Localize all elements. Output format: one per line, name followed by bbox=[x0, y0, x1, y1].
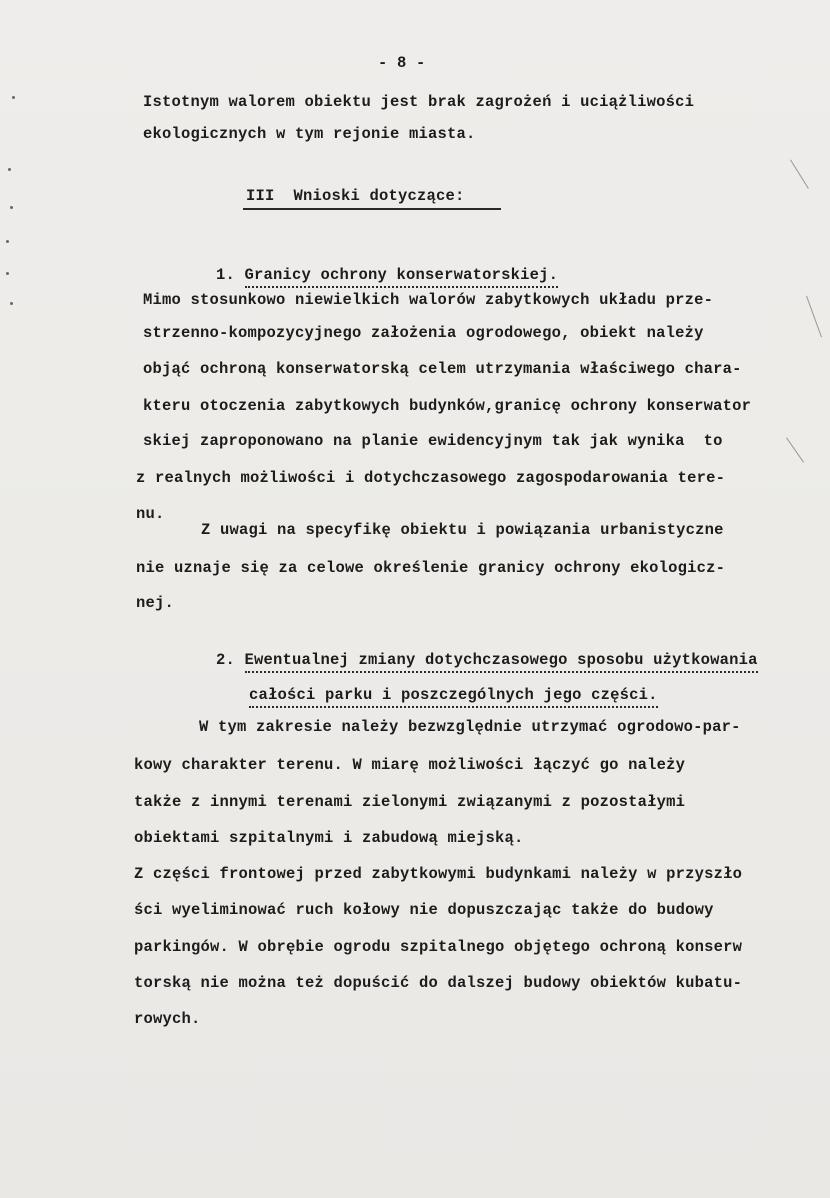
subsection-2-title-line-2: całości parku i poszczególnych jego części. bbox=[249, 686, 658, 708]
margin-speck bbox=[10, 206, 13, 209]
section-heading: III Wnioski dotyczące: bbox=[246, 187, 465, 205]
margin-speck bbox=[10, 302, 13, 305]
text-line: Istotnym walorem obiektu jest brak zagrożeń i uciążliwości bbox=[143, 93, 695, 111]
page-number: - 8 - bbox=[378, 54, 426, 72]
text-line: ści wyeliminować ruch kołowy nie dopuszczając także do budowy bbox=[134, 901, 714, 919]
text-line: nej. bbox=[136, 594, 175, 612]
text-line: ekologicznych w tym rejonie miasta. bbox=[143, 125, 476, 143]
text-line: kowy charakter terenu. W miarę możliwości łączyć go należy bbox=[134, 756, 686, 774]
text-line: parkingów. W obrębie ogrodu szpitalnego objętego ochroną konserw bbox=[134, 938, 743, 956]
text-line: objąć ochroną konserwatorską celem utrzymania właściwego chara- bbox=[143, 360, 742, 378]
stray-mark bbox=[806, 296, 822, 338]
text-line: Z uwagi na specyfikę obiektu i powiązania urbanistyczne bbox=[201, 521, 724, 539]
text-line: rowych. bbox=[134, 1010, 201, 1028]
stray-mark bbox=[786, 437, 804, 462]
text-line: nu. bbox=[136, 505, 165, 523]
margin-speck bbox=[8, 168, 11, 171]
text-line: Mimo stosunkowo niewielkich walorów zabytkowych układu prze- bbox=[143, 291, 714, 309]
margin-speck bbox=[6, 240, 9, 243]
text-line: skiej zaproponowano na planie ewidencyjnym tak jak wynika to bbox=[143, 432, 723, 450]
text-line: torską nie można też dopuścić do dalszej budowy obiektów kubatu- bbox=[134, 974, 743, 992]
text-line: W tym zakresie należy bezwzględnie utrzymać ogrodowo-par- bbox=[199, 718, 741, 736]
subsection-1-title: Granicy ochrony konserwatorskiej. bbox=[245, 266, 559, 288]
text-line: kteru otoczenia zabytkowych budynków,granicę ochrony konserwator bbox=[143, 397, 752, 415]
subsection-2-title-line-1: Ewentualnej zmiany dotychczasowego sposobu użytkowania bbox=[245, 651, 758, 673]
text-line: także z innymi terenami zielonymi związanymi z pozostałymi bbox=[134, 793, 686, 811]
stray-mark bbox=[790, 159, 809, 188]
text-line: nie uznaje się za celowe określenie granicy ochrony ekologicz- bbox=[136, 559, 726, 577]
subsection-2-number: 2. bbox=[216, 651, 245, 669]
subsection-1-number: 1. bbox=[216, 266, 245, 284]
margin-speck bbox=[12, 96, 15, 99]
margin-speck bbox=[6, 272, 9, 275]
text-line: strzenno-kompozycyjnego założenia ogrodowego, obiekt należy bbox=[143, 324, 704, 342]
subsection-2-heading-cont bbox=[211, 665, 658, 725]
text-line: Z części frontowej przed zabytkowymi budynkami należy w przyszło bbox=[134, 865, 743, 883]
text-line: z realnych możliwości i dotychczasowego zagospodarowania tere- bbox=[136, 469, 726, 487]
text-line: obiektami szpitalnymi i zabudową miejską. bbox=[134, 829, 524, 847]
heading-underline bbox=[243, 208, 501, 210]
